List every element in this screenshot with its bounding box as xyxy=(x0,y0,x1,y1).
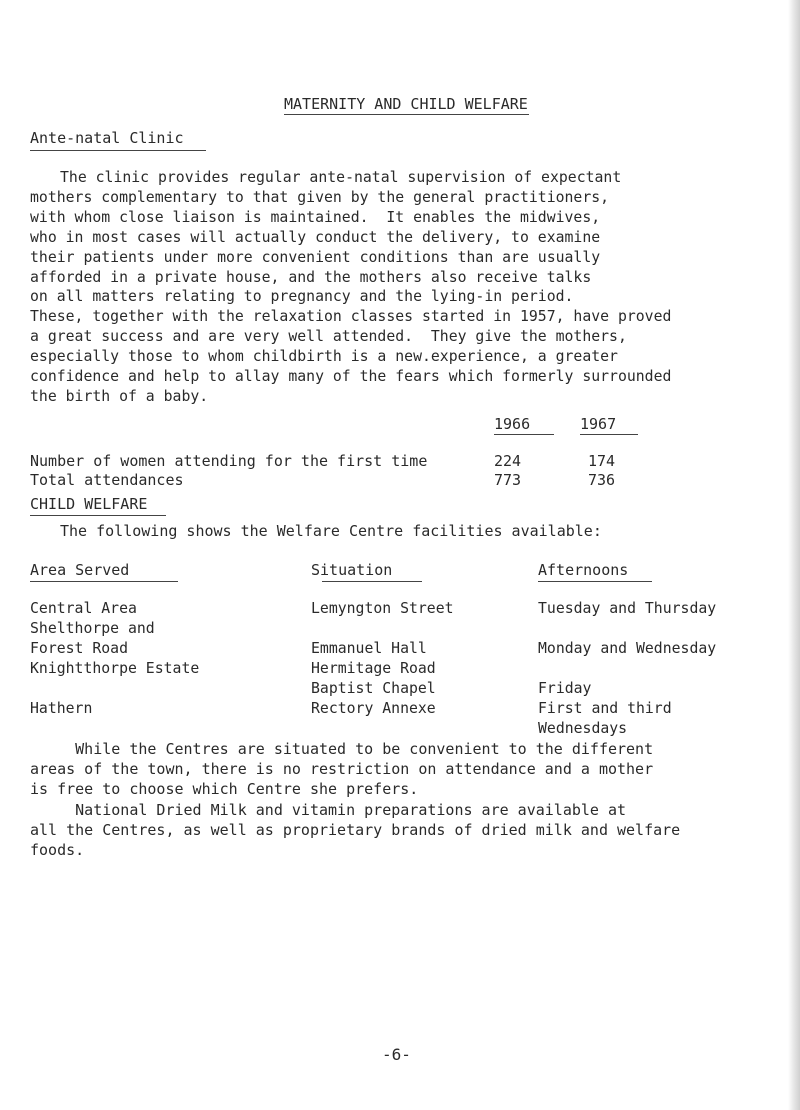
child-welfare-heading: CHILD WELFARE xyxy=(30,495,148,513)
page-edge-shadow xyxy=(788,0,800,1110)
paragraph-line: on all matters relating to pregnancy and the lying-in period. xyxy=(30,288,574,306)
table-cell-situation: Rectory Annexe xyxy=(311,700,436,717)
paragraph-line: areas of the town, there is no restriction on attendance and a mother xyxy=(30,759,654,778)
table-cell-afternoons: Tuesday and Thursday xyxy=(538,600,717,617)
paragraph-line: National Dried Milk and vitamin preparations are available at xyxy=(30,801,627,819)
paragraph-line: their patients under more convenient conditions than are usually xyxy=(30,248,601,266)
table-cell-afternoons: Friday xyxy=(538,680,592,697)
table-cell-area: Shelthorpe and xyxy=(30,620,155,637)
table-cell-situation: Lemyngton Street xyxy=(311,600,454,617)
year-underline-1966 xyxy=(494,434,554,435)
first-time-attendance-label: Number of women attending for the first time xyxy=(30,452,428,470)
first-time-1966-value: 224 xyxy=(494,452,522,470)
table-cell-afternoons: Wednesdays xyxy=(538,720,628,737)
antenatal-heading: Ante-natal Clinic xyxy=(30,129,184,147)
paragraph-line: a great success and are very well attended. They give the mothers, xyxy=(30,328,627,346)
column-header-area-underline xyxy=(30,581,178,582)
table-cell-area: Central Area xyxy=(30,600,137,617)
column-header-situation: Situation xyxy=(311,561,393,579)
total-1966-value: 773 xyxy=(494,471,522,489)
column-header-area: Area Served xyxy=(30,561,130,579)
year-underline-1967 xyxy=(580,434,638,435)
paragraph-line: all the Centres, as well as proprietary brands of dried milk and welfare xyxy=(30,820,681,839)
paragraph-line: The clinic provides regular ante-natal supervision of expectant xyxy=(60,169,622,186)
centres-paragraph xyxy=(30,740,770,800)
paragraph-line: mothers complementary to that given by the general practitioners, xyxy=(30,188,610,206)
page-number: -6- xyxy=(382,1045,411,1064)
table-cell-area: Hathern xyxy=(30,700,93,717)
title-underline xyxy=(284,114,529,115)
paragraph-line: the birth of a baby. xyxy=(30,387,209,405)
paragraph-line: These, together with the relaxation classes started in 1957, have proved xyxy=(30,308,672,326)
table-cell-afternoons: First and third xyxy=(538,700,672,717)
antenatal-paragraph xyxy=(30,168,760,407)
year-header-1966: 1966 xyxy=(494,415,531,433)
table-cell-situation: Hermitage Road xyxy=(311,660,436,677)
paragraph-line: confidence and help to allay many of the fears which formerly surrounded xyxy=(30,368,672,386)
milk-paragraph xyxy=(30,801,770,861)
paragraph-line: with whom close liaison is maintained. It enables the midwives, xyxy=(30,208,601,226)
paragraph-line: While the Centres are situated to be convenient to the different xyxy=(30,740,654,758)
paragraph-line: foods. xyxy=(30,840,85,859)
table-cell-afternoons: Monday and Wednesday xyxy=(538,640,717,657)
table-cell-situation: Baptist Chapel xyxy=(311,680,436,697)
paragraph-line: who in most cases will actually conduct the delivery, to examine xyxy=(30,228,601,246)
total-1967-value: 736 xyxy=(588,471,616,489)
table-cell-situation: Emmanuel Hall xyxy=(311,640,427,657)
first-time-1967-value: 174 xyxy=(588,452,616,470)
child-welfare-heading-underline xyxy=(30,515,166,516)
table-cell-area: Forest Road xyxy=(30,640,128,657)
column-header-afternoons-underline xyxy=(538,581,652,582)
total-attendances-label: Total attendances xyxy=(30,471,184,489)
year-header-1967: 1967 xyxy=(580,415,617,433)
paragraph-line: is free to choose which Centre she prefers. xyxy=(30,779,419,798)
welfare-intro: The following shows the Welfare Centre facilities available: xyxy=(60,522,602,540)
column-header-afternoons: Afternoons xyxy=(538,561,629,579)
table-cell-area: Knightthorpe Estate xyxy=(30,660,200,677)
column-header-situation-underline xyxy=(322,581,422,582)
document-title: MATERNITY AND CHILD WELFARE xyxy=(284,95,528,113)
antenatal-heading-underline xyxy=(30,150,206,151)
paragraph-line: especially those to whom childbirth is a new.experience, a greater xyxy=(30,348,618,366)
paragraph-line: afforded in a private house, and the mothers also receive talks xyxy=(30,268,592,286)
